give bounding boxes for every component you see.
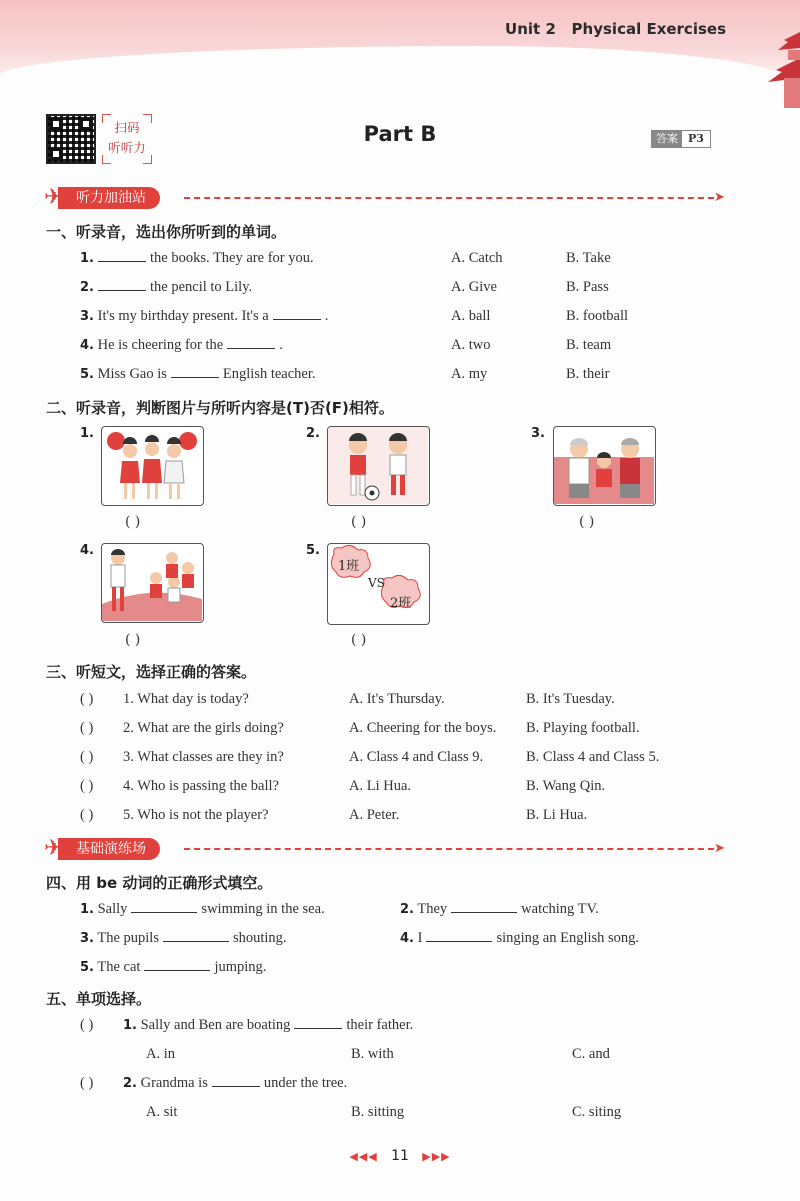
- page-footer: [0, 1148, 800, 1164]
- s5-item-2-a: A. sit: [146, 1104, 178, 1120]
- vs-label: VS: [368, 576, 385, 590]
- pic-2-num: 2.: [306, 426, 320, 441]
- pic-1-answer[interactable]: ( ): [125, 514, 141, 530]
- s3-row-4-answer[interactable]: ( ): [80, 778, 94, 794]
- unit-title: Unit 2 Physical Exercises: [505, 20, 726, 38]
- s4-item-4: 4. I singing an English song.: [400, 930, 640, 946]
- s1-row-2-a: A. Give: [451, 279, 497, 295]
- s4-item-2: 2. They watching TV.: [400, 901, 599, 917]
- s1-row-2: 2. the pencil to Lily.: [80, 279, 253, 295]
- s3-row-3-b: B. Class 4 and Class 5.: [526, 749, 660, 765]
- s3-row-3-a: A. Class 4 and Class 9.: [349, 749, 484, 765]
- pagoda-icon: [754, 20, 800, 110]
- s5-item-1-answer[interactable]: ( ): [80, 1017, 94, 1033]
- banner-mark-icon: ✈: [44, 836, 63, 861]
- football-picture: [327, 426, 430, 506]
- s5-item-2-c: C. siting: [572, 1104, 622, 1120]
- scan-text-1: 扫码: [114, 120, 140, 135]
- s3-row-2-a: A. Cheering for the boys.: [349, 720, 497, 736]
- part-title: Part B: [363, 122, 437, 146]
- s1-row-4-b: B. team: [566, 337, 612, 353]
- pic-3-num: 3.: [531, 426, 545, 441]
- pic-4-num: 4.: [80, 543, 94, 558]
- page-number: 11: [391, 1148, 409, 1164]
- s1-row-5-a: A. my: [451, 366, 488, 382]
- s1-row-1-b: B. Take: [566, 250, 611, 266]
- s1-row-1-a: A. Catch: [451, 250, 503, 266]
- s5-item-2-b: B. sitting: [351, 1104, 405, 1120]
- pic-2-answer[interactable]: ( ): [351, 514, 367, 530]
- answer-page: P3: [682, 131, 710, 147]
- answer-tag[interactable]: [651, 130, 711, 148]
- s3-row-1-b: B. It's Tuesday.: [526, 691, 615, 707]
- s5-item-2-answer[interactable]: ( ): [80, 1075, 94, 1091]
- section-1-title: 一、听录音，选出你所听到的单词。: [46, 223, 287, 241]
- pic-5-num: 5.: [306, 543, 320, 558]
- s5-item-1: 1. Sally and Ben are boating their father.: [123, 1017, 414, 1033]
- cheerleaders-picture: [101, 426, 204, 506]
- scan-text-2: 听听力: [108, 140, 146, 155]
- banner-label: 基础演练场: [58, 838, 160, 860]
- s1-row-2-b: B. Pass: [566, 279, 609, 295]
- class-2-label: 2班: [390, 596, 412, 611]
- banner-mark-icon: ✈: [44, 185, 63, 210]
- s1-row-1: 1. the books. They are for you.: [80, 250, 314, 266]
- banner-label: 听力加油站: [58, 187, 160, 209]
- section-4-title: 四、用 be 动词的正确形式填空。: [46, 874, 273, 892]
- prev-arrows-icon: ◀◀◀: [349, 1150, 378, 1163]
- answer-label: 答案: [652, 131, 682, 147]
- s3-row-3-answer[interactable]: ( ): [80, 749, 94, 765]
- section-3-title: 三、听短文，选择正确的答案。: [46, 663, 257, 681]
- s4-item-1: 1. Sally swimming in the sea.: [80, 901, 325, 917]
- s1-row-3: 3. It's my birthday present. It's a .: [80, 308, 329, 324]
- s5-item-1-a: A. in: [146, 1046, 175, 1062]
- pic-5-answer[interactable]: ( ): [351, 632, 367, 648]
- s3-row-2-b: B. Playing football.: [526, 720, 640, 736]
- s3-row-5-a: A. Peter.: [349, 807, 400, 823]
- grandparents-picture: [553, 426, 656, 506]
- s1-row-3-b: B. football: [566, 308, 629, 324]
- s3-row-1-q: 1. What day is today?: [123, 691, 249, 707]
- s3-row-4-b: B. Wang Qin.: [526, 778, 606, 794]
- s3-row-1-answer[interactable]: ( ): [80, 691, 94, 707]
- s3-row-5-q: 5. Who is not the player?: [123, 807, 269, 823]
- running-race-picture: [101, 543, 204, 623]
- s3-row-5-b: B. Li Hua.: [526, 807, 588, 823]
- s1-row-5-b: B. their: [566, 366, 610, 382]
- s1-row-4: 4. He is cheering for the .: [80, 337, 283, 353]
- pic-3-answer[interactable]: ( ): [579, 514, 595, 530]
- s3-row-4-a: A. Li Hua.: [349, 778, 412, 794]
- s5-item-1-c: C. and: [572, 1046, 610, 1062]
- pic-1-num: 1.: [80, 426, 94, 441]
- section-banner-basics: ➤ 基础演练场 ✈: [44, 836, 725, 861]
- s1-row-5: 5. Miss Gao is English teacher.: [80, 366, 316, 382]
- pic-4-answer[interactable]: ( ): [125, 632, 141, 648]
- class-1-label: 1班: [338, 559, 360, 574]
- section-5-title: 五、单项选择。: [46, 990, 152, 1008]
- s4-item-5: 5. The cat jumping.: [80, 959, 267, 975]
- s3-row-3-q: 3. What classes are they in?: [123, 749, 284, 765]
- s1-row-3-a: A. ball: [451, 308, 491, 324]
- s3-row-5-answer[interactable]: ( ): [80, 807, 94, 823]
- section-banner-listening: ➤ 听力加油站 ✈: [44, 185, 725, 210]
- s3-row-1-a: A. It's Thursday.: [349, 691, 445, 707]
- s5-item-2: 2. Grandma is under the tree.: [123, 1075, 348, 1091]
- class-vs-picture: [327, 543, 430, 625]
- s5-item-1-b: B. with: [351, 1046, 394, 1062]
- s3-row-4-q: 4. Who is passing the ball?: [123, 778, 279, 794]
- next-arrows-icon: ▶▶▶: [422, 1150, 451, 1163]
- section-2-title: 二、听录音，判断图片与所听内容是(T)否(F)相符。: [46, 399, 394, 417]
- s3-row-2-q: 2. What are the girls doing?: [123, 720, 284, 736]
- s3-row-2-answer[interactable]: ( ): [80, 720, 94, 736]
- s4-item-3: 3. The pupils shouting.: [80, 930, 287, 946]
- s1-row-4-a: A. two: [451, 337, 491, 353]
